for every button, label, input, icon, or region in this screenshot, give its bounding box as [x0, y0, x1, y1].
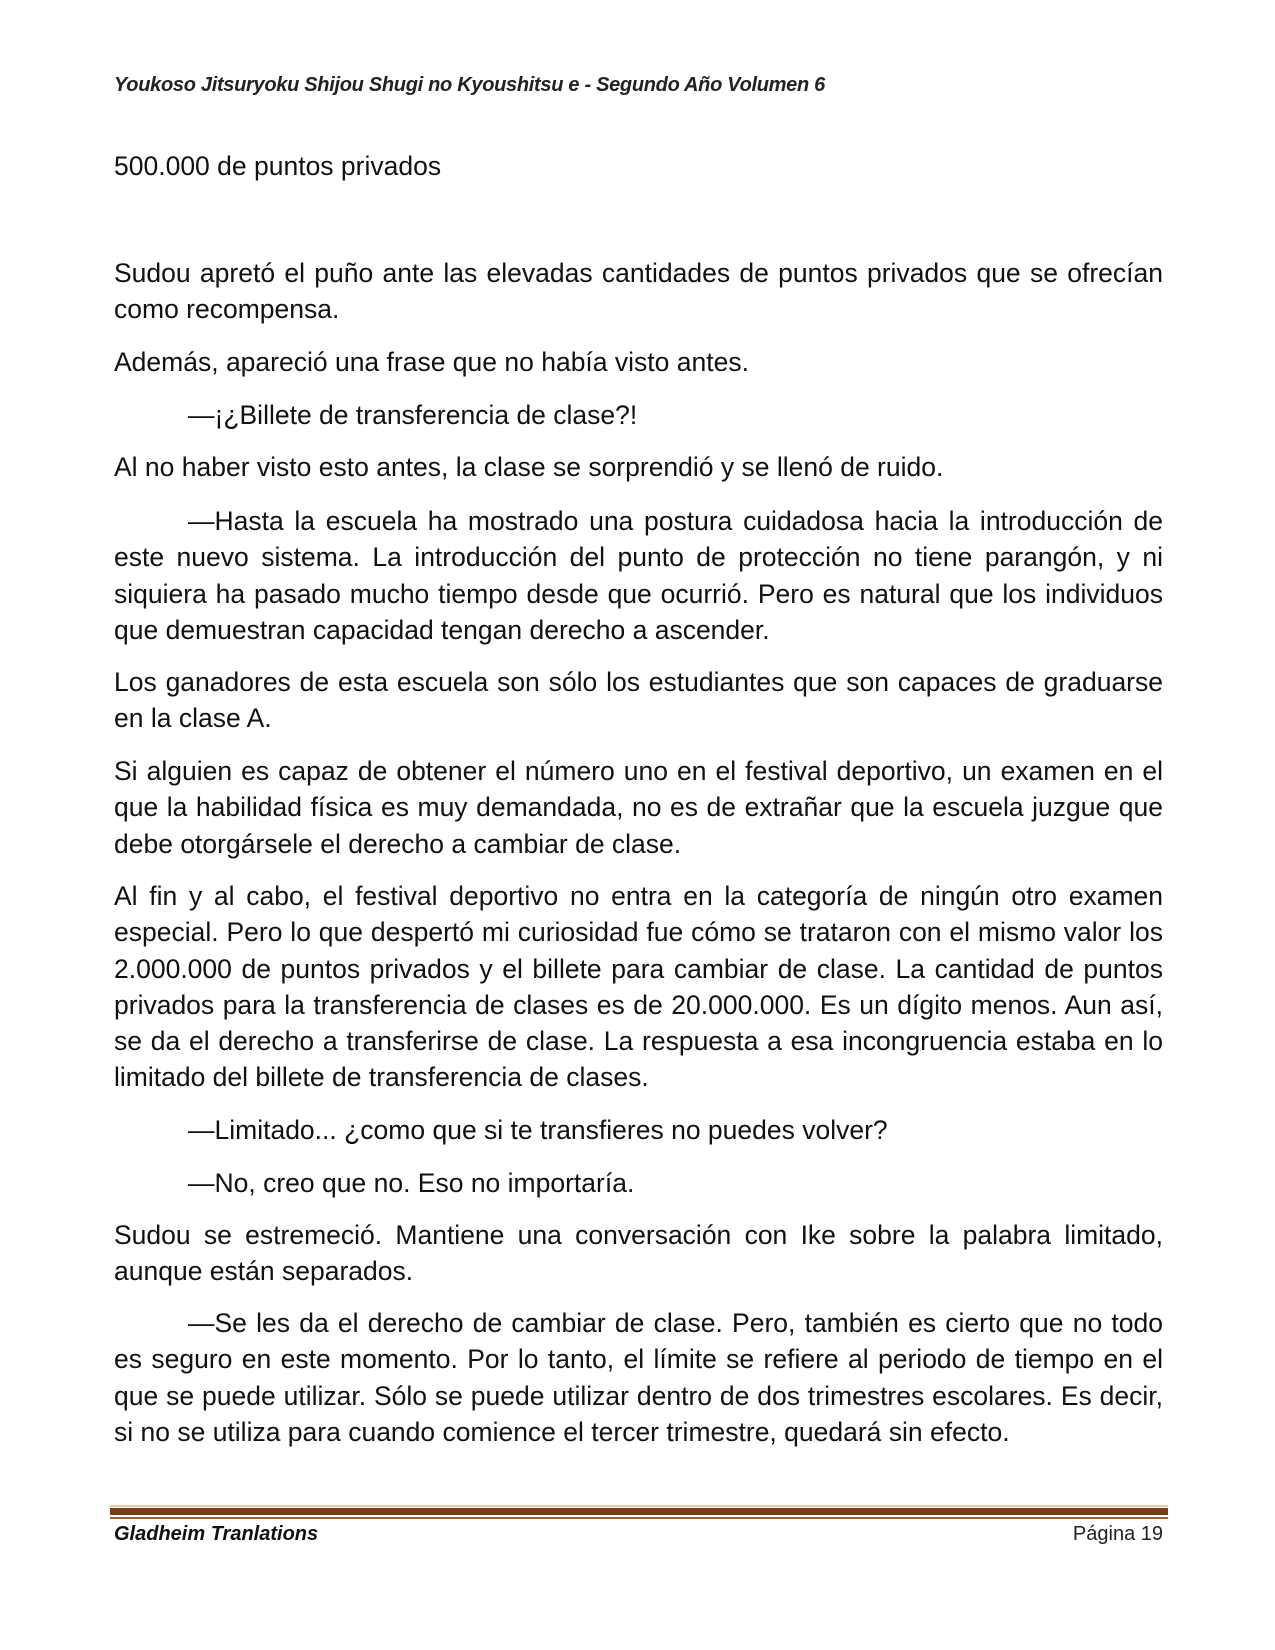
- dialogue-paragraph: —Hasta la escuela ha mostrado una postura cuidadosa hacia la introducción de este nuevo sistema. La introducción del punto de protección no tiene parangón, y ni siquiera ha pasado mucho tiempo desde que ocurrió. Pero es natural que los individuos que demuestran capacidad tengan derecho a ascender.: [114, 506, 1163, 645]
- dialogue-paragraph: —No, creo que no. Eso no importaría.: [188, 1168, 635, 1198]
- paragraph: Sudou se estremeció. Mantiene una conversación con Ike sobre la palabra limitado, aunque están separados.: [114, 1220, 1163, 1287]
- paragraph: Además, apareció una frase que no había visto antes.: [114, 347, 749, 377]
- page-number: Página 19: [1072, 1523, 1163, 1545]
- dialogue-paragraph: —¡¿Billete de transferencia de clase?!: [188, 400, 638, 430]
- paragraph: Si alguien es capaz de obtener el número uno en el festival deportivo, un examen en el que la habilidad física es muy demandada, no es de extrañar que la escuela juzgue que debe otorgársele el derecho a cambiar de clase.: [114, 756, 1163, 859]
- running-header: Youkoso Jitsuryoku Shijou Shugi no Kyoushitsu e - Segundo Año Volumen 6: [114, 74, 825, 96]
- footer-rule: [110, 1508, 1168, 1515]
- footer-credit: Gladheim Tranlations: [114, 1523, 319, 1545]
- dialogue-paragraph: —Se les da el derecho de cambiar de clase. Pero, también es cierto que no todo es seguro en este momento. Por lo tanto, el límite se refiere al periodo de tiempo en el que se puede utilizar. Sólo se puede utilizar dentro de dos trimestres escolares. Es decir, si no se utiliza para cuando comience el tercer trimestre, quedará sin efecto.: [114, 1308, 1163, 1447]
- footer-rule-highlight: [110, 1505, 1168, 1507]
- paragraph: 500.000 de puntos privados: [114, 151, 442, 181]
- footer-rule-thin: [110, 1517, 1168, 1519]
- paragraph: Sudou apretó el puño ante las elevadas cantidades de puntos privados que se ofrecían como recompensa.: [114, 258, 1163, 325]
- paragraph: Los ganadores de esta escuela son sólo los estudiantes que son capaces de graduarse en la clase A.: [114, 667, 1163, 734]
- paragraph: Al fin y al cabo, el festival deportivo no entra en la categoría de ningún otro examen especial. Pero lo que despertó mi curiosidad fue cómo se trataron con el mismo valor los 2.000.000 de puntos privados y el billete para cambiar de clase. La cantidad de puntos privados para la transferencia de clases es de 20.000.000. Es un dígito menos. Aun así, se da el derecho a transferirse de clase. La respuesta a esa incongruencia estaba en lo limitado del billete de transferencia de clases.: [114, 881, 1163, 1093]
- paragraph: Al no haber visto esto antes, la clase se sorprendió y se llenó de ruido.: [114, 452, 944, 482]
- dialogue-paragraph: —Limitado... ¿como que si te transfieres no puedes volver?: [188, 1115, 888, 1145]
